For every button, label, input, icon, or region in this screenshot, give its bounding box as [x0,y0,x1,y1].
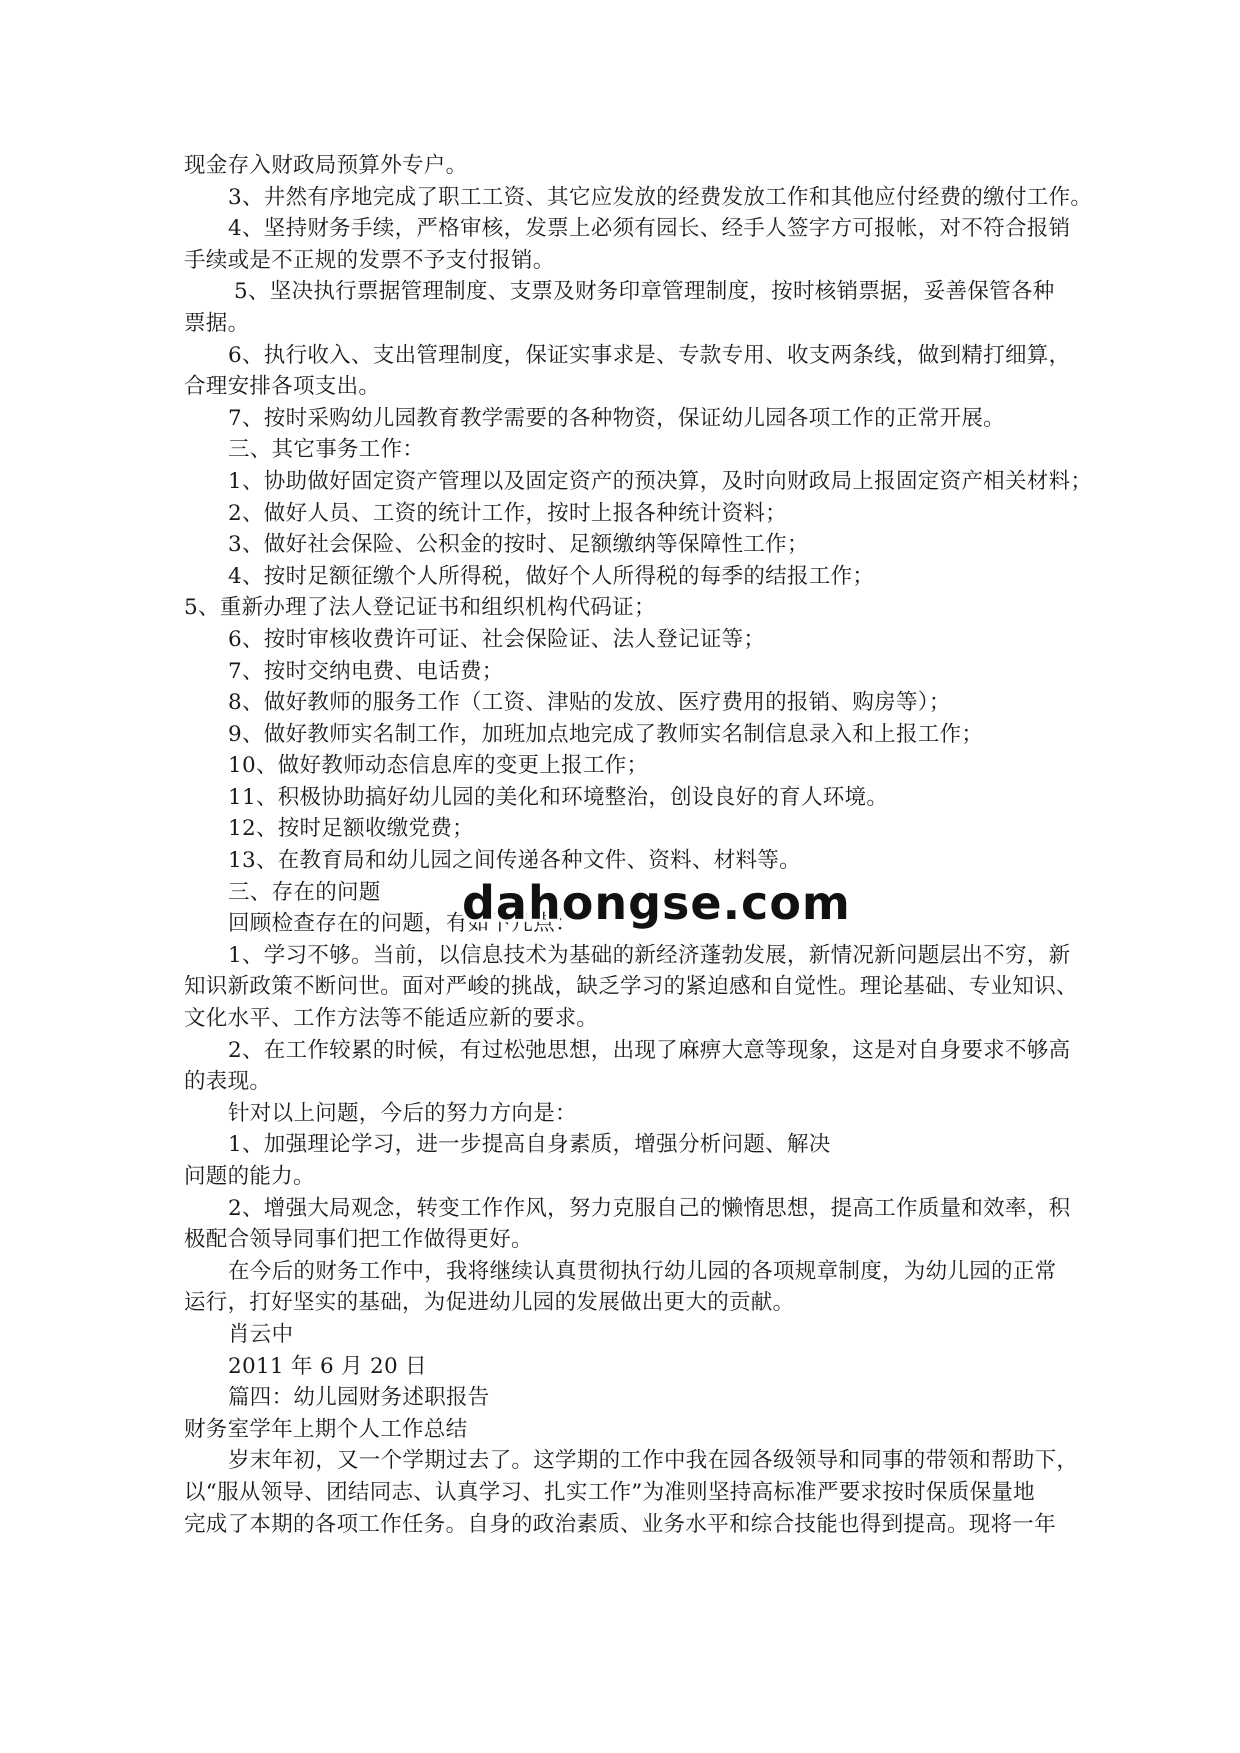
paragraph-line: 现金存入财政局预算外专户。 [184,153,468,178]
paragraph-line: 岁末年初，又一个学期过去了。这学期的工作中我在园各级领导和同事的带领和帮助下， [228,1448,1079,1474]
paragraph-line: 1、学习不够。当前，以信息技术为基础的新经济蓬勃发展，新情况新问题层出不穷，新 [228,942,1071,968]
paragraph-line: 6、按时审核收费许可证、社会保险证、法人登记证等； [228,626,766,652]
paragraph-line: 运行，打好坚实的基础，为促进幼儿园的发展做出更大的贡献。 [184,1290,795,1316]
paragraph-line: 知识新政策不断问世。面对严峻的挑战，缺乏学习的紧迫感和自觉性。理论基础、专业知识、 [184,974,1078,1000]
paragraph-line: 3、井然有序地完成了职工工资、其它应发放的经费发放工作和其他应付经费的缴付工作。 [228,184,1093,210]
paragraph-line: 2、增强大局观念，转变工作作风，努力克服自己的懒惰思想，提高工作质量和效率，积 [228,1195,1071,1221]
paragraph-line: 6、执行收入、支出管理制度，保证实事求是、专款专用、收支两条线，做到精打细算， [228,342,1071,368]
document-body [184,150,1093,1540]
paragraph-line: 三、其它事务工作： [228,437,425,463]
paragraph-line: 12、按时足额收缴党费； [228,816,474,842]
paragraph-line: 篇四：幼儿园财务述职报告 [228,1385,490,1411]
paragraph-line: 合理安排各项支出。 [184,374,381,400]
paragraph-line: 2011 年 6 月 20 日 [228,1353,427,1379]
paragraph-line: 11、积极协助搞好幼儿园的美化和环境整治，创设良好的育人环境。 [228,784,889,810]
paragraph-line: 1、协助做好固定资产管理以及固定资产的预决算，及时向财政局上报固定资产相关材料； [228,468,1093,494]
paragraph-line: 4、坚持财务手续，严格审核，发票上必须有园长、经手人签字方可报帐，对不符合报销 [228,216,1071,242]
paragraph-line: 问题的能力。 [184,1164,315,1189]
paragraph-line: 三、存在的问题 [228,879,381,905]
paragraph-line: 极配合领导同事们把工作做得更好。 [184,1227,533,1253]
paragraph-line: 2、做好人员、工资的统计工作，按时上报各种统计资料； [228,500,787,526]
paragraph-line: 在今后的财务工作中，我将继续认真贯彻执行幼儿园的各项规章制度，为幼儿园的正常 [228,1258,1057,1284]
paragraph-line: 8、做好教师的服务工作（工资、津贴的发放、医疗费用的报销、购房等）； [228,690,951,716]
paragraph-line: 5、坚决执行票据管理制度、支票及财务印章管理制度，按时核销票据，妥善保管各种 [234,279,1055,305]
paragraph-line: 5、重新办理了法人登记证书和组织机构代码证； [184,595,656,621]
paragraph-line: 手续或是不正规的发票不予支付报销。 [184,247,555,273]
paragraph-line: 针对以上问题，今后的努力方向是： [228,1100,577,1126]
paragraph-line: 文化水平、工作方法等不能适应新的要求。 [184,1006,599,1032]
paragraph-line: 13、在教育局和幼儿园之间传递各种文件、资料、材料等。 [228,848,801,874]
paragraph-line: 3、做好社会保险、公积金的按时、足额缴纳等保障性工作； [228,532,809,558]
paragraph-line: 票据。 [184,310,250,336]
paragraph-line: 肖云中 [228,1321,294,1347]
paragraph-line: 7、按时采购幼儿园教育教学需要的各种物资，保证幼儿园各项工作的正常开展。 [228,405,1005,431]
paragraph-line: 4、按时足额征缴个人所得税，做好个人所得税的每季的结报工作； [228,563,875,589]
paragraph-line: 1、加强理论学习，进一步提高自身素质，增强分析问题、解决 [228,1132,831,1158]
paragraph-line: 9、做好教师实名制工作，加班加点地完成了教师实名制信息录入和上报工作； [228,721,984,747]
paragraph-line: 2、在工作较累的时候，有过松弛思想，出现了麻痹大意等现象，这是对自身要求不够高 [228,1037,1071,1063]
paragraph-line: 7、按时交纳电费、电话费； [228,658,504,684]
paragraph-line: 的表现。 [184,1069,272,1095]
watermark: dahongse.com [462,876,851,930]
paragraph-line: 回顾检查存在的问题，有如下几点： [228,911,577,937]
paragraph-line: 完成了本期的各项工作任务。自身的政治素质、业务水平和综合技能也得到提高。现将一年 [184,1511,1057,1537]
paragraph-line: 财务室学年上期个人工作总结 [184,1416,468,1442]
paragraph-line: 10、做好教师动态信息库的变更上报工作； [228,753,649,779]
paragraph-line: 以“服从领导、团结同志、认真学习、扎实工作”为准则坚持高标准严要求按时保质保量地 [184,1479,1035,1505]
